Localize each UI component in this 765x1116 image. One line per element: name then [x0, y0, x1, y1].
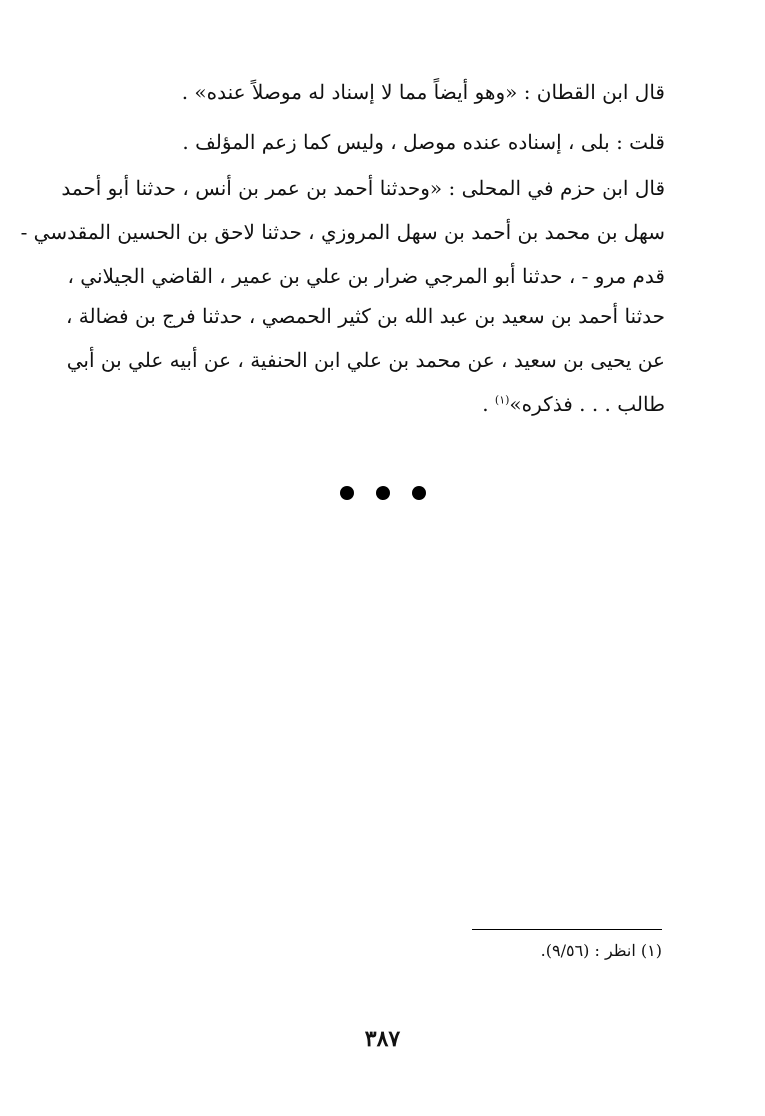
text-line-4: سهل بن محمد بن أحمد بن سهل المروزي ، حدثنا لاحق بن الحسين المقدسي - [20, 220, 665, 244]
footnote: (١) انظر : (٩/٥٦). [540, 941, 662, 960]
text-line-7: عن يحيى بن سعيد ، عن محمد بن علي ابن الحنفية ، عن أبيه علي بن أبي [66, 348, 665, 372]
footnote-reference: (١) [494, 393, 510, 407]
separator-dot-icon [376, 486, 390, 500]
separator-dot-icon [340, 486, 354, 500]
text-line-6: حدثنا أحمد بن سعيد بن عبد الله بن كثير الحمصي ، حدثنا فرج بن فضالة ، [65, 304, 665, 328]
separator-dot-icon [412, 486, 426, 500]
text-line-5: قدم مرو - ، حدثنا أبو المرجي ضرار بن علي بن عمير ، القاضي الجيلاني ، [67, 264, 665, 288]
page-number: ٣٨٧ [364, 1026, 401, 1052]
text-line-8 [482, 390, 665, 418]
text-line-1: قال ابن القطان : «وهو أيضاً مما لا إسناد له موصلاً عنده» . [181, 80, 665, 104]
text-line-3: قال ابن حزم في المحلى : «وحدثنا أحمد بن عمر بن أنس ، حدثنا أبو أحمد [61, 176, 665, 200]
section-separator [0, 486, 765, 500]
last-line-end: . [482, 392, 495, 416]
footnote-divider [472, 929, 662, 930]
last-line-text: طالب . . . فذكره» [509, 392, 665, 416]
text-line-2: قلت : بلى ، إسناده عنده موصل ، وليس كما زعم المؤلف . [182, 130, 665, 154]
